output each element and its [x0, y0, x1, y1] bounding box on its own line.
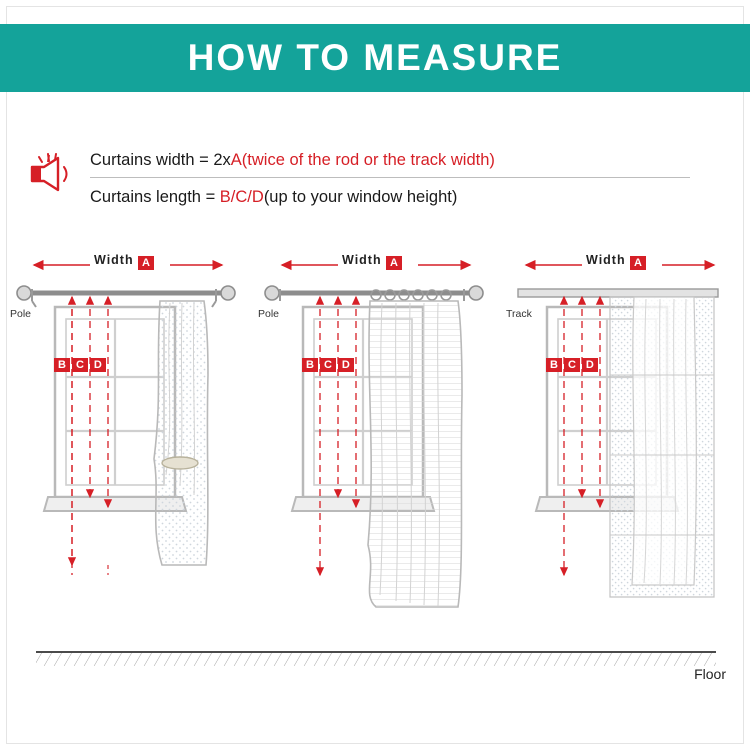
panel-2-width-label: Width: [342, 253, 382, 267]
panel-1-width-badge-wrap: [138, 253, 154, 271]
page-title: HOW TO MEASURE: [187, 37, 563, 78]
panel-3-width-badge-wrap: [630, 253, 646, 271]
floor-drawing: [0, 638, 750, 698]
megaphone-icon: [28, 153, 76, 195]
floor-section: [0, 638, 750, 698]
formula-block: [28, 145, 718, 215]
panel-pole-tieback: [10, 245, 250, 635]
panel-3-badge-d: D: [582, 358, 598, 372]
panel-2-badge-d: D: [338, 358, 354, 372]
header-banner: [0, 24, 750, 92]
panel-3-width-label: Width: [586, 253, 626, 267]
panel-3-drawing: [506, 245, 746, 635]
panel-1-drawing: [10, 245, 250, 635]
formula-width-suffix: (twice of the rod or the track width): [241, 151, 495, 169]
floor-label: Floor: [694, 666, 726, 682]
panel-1-width-label: Width: [94, 253, 134, 267]
diagram-row: [0, 245, 750, 635]
formula-length-suffix: (up to your window height): [263, 188, 458, 206]
formula-line-length: [90, 182, 690, 214]
panel-1-badge-c: C: [72, 358, 88, 372]
panel-2-width-badge-wrap: [386, 253, 402, 271]
panel-1-width-badge: A: [138, 256, 154, 270]
formula-width-prefix: Curtains width = 2x: [90, 151, 231, 169]
panel-1-badge-d: D: [90, 358, 106, 372]
panel-2-badge-b: B: [302, 358, 318, 372]
panel-3-width-badge: A: [630, 256, 646, 270]
formula-width-highlight: A: [230, 151, 242, 169]
panel-track: [506, 245, 746, 635]
panel-2-mount-label: Pole: [258, 308, 280, 320]
formula-length-prefix: Curtains length =: [90, 188, 220, 206]
panel-3-badge-b: B: [546, 358, 562, 372]
formula-line-width: [90, 145, 690, 178]
panel-2-badge-c: C: [320, 358, 336, 372]
panel-3-badge-c: C: [564, 358, 580, 372]
panel-2-width-badge: A: [386, 256, 402, 270]
panel-3-mount-label: Track: [506, 308, 532, 320]
formula-length-highlight: B/C/D: [219, 188, 264, 206]
formula-lines: [90, 145, 690, 218]
panel-2-drawing: [258, 245, 498, 635]
panel-1-length-badges: [54, 355, 106, 373]
panel-3-length-badges: [546, 355, 598, 373]
panel-1-badge-b: B: [54, 358, 70, 372]
panel-1-mount-label: Pole: [10, 308, 32, 320]
panel-pole-rings: [258, 245, 498, 635]
panel-2-length-badges: [302, 355, 354, 373]
